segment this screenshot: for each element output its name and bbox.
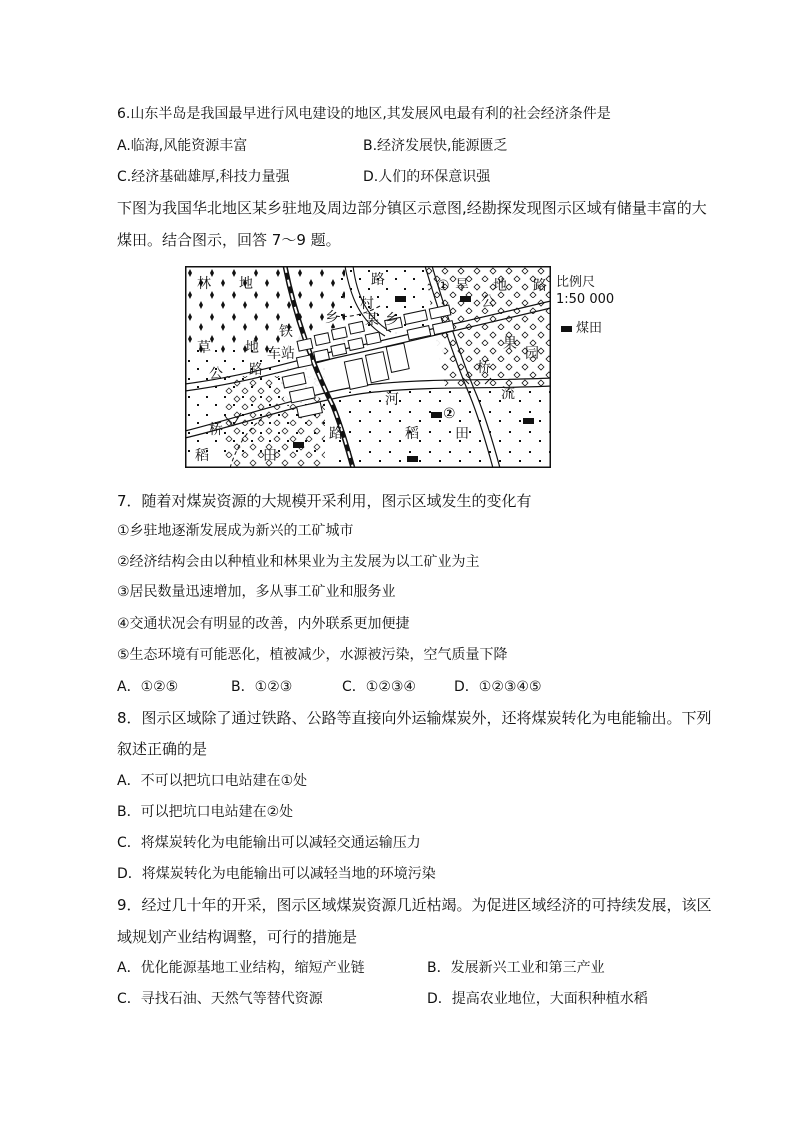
intro-line1: 下图为我国华北地区某乡驻地及周边部分镇区示意图,经勘探发现图示区域有储量丰富的大: [117, 199, 707, 217]
q8-stem-line2: 叙述正确的是: [117, 740, 208, 758]
q9-option-b: B．发展新兴工业和第三产业: [427, 960, 605, 976]
map-label-rice3: 稻: [405, 426, 419, 442]
map-label-bridge-right: 桥: [477, 360, 491, 376]
q7-statement-1: ①乡驻地逐渐发展成为新兴的工矿城市: [117, 523, 354, 539]
q6-stem: 6.山东半岛是我国最早进行风电建设的地区,其发展风电最有利的社会经济条件是: [117, 106, 611, 122]
map-label-gong1: 公: [209, 366, 223, 382]
map-label-station: 车站: [267, 346, 295, 362]
q8-option-c: C．将煤炭转化为电能输出可以减轻交通运输压力: [117, 835, 421, 851]
map-label-liu: 流: [501, 386, 515, 402]
map-label-orchard2: 园: [525, 346, 539, 362]
q7-option-d: D．①②③④⑤: [454, 679, 542, 695]
map-label-rail1: 铁: [279, 324, 293, 340]
map-label-rice2: 田: [263, 448, 277, 464]
legend-coal: [561, 317, 602, 336]
map-label-road-top1: 路: [371, 272, 385, 288]
q7-statement-3: ③居民数量迅速增加，多从事工矿业和服务业: [117, 584, 396, 600]
q9-option-c: C．寻找石油、天然气等替代资源: [117, 991, 323, 1007]
map-label-dry2: 地: [493, 278, 507, 294]
q6-option-b: B.经济发展快,能源匮乏: [363, 138, 508, 154]
coal-legend-swatch: [561, 326, 572, 332]
q7-statement-5: ⑤生态环境有可能恶化，植被减少，水源被污染，空气质量下降: [117, 647, 508, 663]
q9-option-a: A．优化能源基地工业结构，缩短产业链: [117, 960, 365, 976]
map-label-some-town2: 乡: [385, 312, 399, 328]
map-label-bridge-left: 桥: [209, 422, 223, 438]
map-label-orchard1: 果: [503, 336, 517, 352]
q7-option-c: C．①②③④: [342, 679, 416, 695]
q7-statement-4: ④交通状况会有明显的改善，内外联系更加便捷: [117, 616, 410, 632]
paddy-area: [335, 386, 551, 468]
map-label-village: 村: [360, 296, 374, 312]
q9-stem-line2: 域规划产业结构调整，可行的措施是: [117, 928, 358, 946]
map-label-lu1: 路: [249, 362, 263, 378]
q7-option-a: A．①②⑤: [117, 679, 179, 695]
map-label-mark1: ①: [437, 278, 450, 294]
intro-line2: 煤田。结合图示，回答 7～9 题。: [117, 231, 341, 249]
map-label-grass1: 草: [197, 340, 211, 356]
legend-scale-title: 比例尺: [556, 275, 596, 290]
q7-option-b: B．①②③: [231, 679, 293, 695]
q6-option-d: D.人们的环保意识强: [363, 169, 491, 185]
map-label-forest1: 林: [197, 276, 211, 292]
q9-stem-line1: 9．经过几十年的开采，图示区域煤炭资源几近枯竭。为促进区域经济的可持续发展，该区: [117, 896, 712, 914]
q7-statement-2: ②经济结构会由以种植业和林果业为主发展为以工矿业为主: [117, 554, 480, 570]
q8-stem-line1: 8．图示区域除了通过铁路、公路等直接向外运输煤炭外，还将煤炭转化为电能输出。下列: [117, 709, 712, 727]
q7-stem: 7．随着对煤炭资源的大规模开采利用，图示区域发生的变化有: [117, 492, 532, 510]
map-label-some-town1: 某: [365, 312, 379, 328]
q8-option-d: D．将煤炭转化为电能输出可以减轻当地的环境污染: [117, 866, 436, 882]
q8-option-a: A．不可以把坑口电站建在①处: [117, 773, 308, 789]
map-label-rice4: 田: [455, 426, 469, 442]
map-label-mark2: ②: [443, 406, 456, 422]
map-label-road-top2: 路: [533, 278, 547, 294]
map-label-grass2: 地: [245, 340, 259, 356]
area-map: [185, 266, 551, 468]
q6-option-c: C.经济基础雄厚,科技力量强: [117, 169, 290, 185]
legend-scale: [556, 274, 614, 308]
q8-option-b: B．可以把坑口电站建在②处: [117, 804, 294, 820]
map-label-lu-bottom: 路: [329, 426, 343, 442]
legend-scale-value: 1:50 000: [556, 292, 615, 307]
map-label-rice1: 稻: [195, 448, 209, 464]
map-label-forest2: 地: [239, 276, 253, 292]
map-label-gong-right: 公: [481, 294, 495, 310]
legend-coal-label: 煤田: [576, 321, 603, 336]
map-label-he: 河: [385, 392, 399, 408]
map-label-village2: 乡: [325, 310, 339, 326]
map-label-dry1: 旱: [455, 278, 469, 294]
q9-option-d: D．提高农业地位，大面积种植水稻: [427, 991, 648, 1007]
q6-option-a: A.临海,风能资源丰富: [117, 138, 248, 154]
